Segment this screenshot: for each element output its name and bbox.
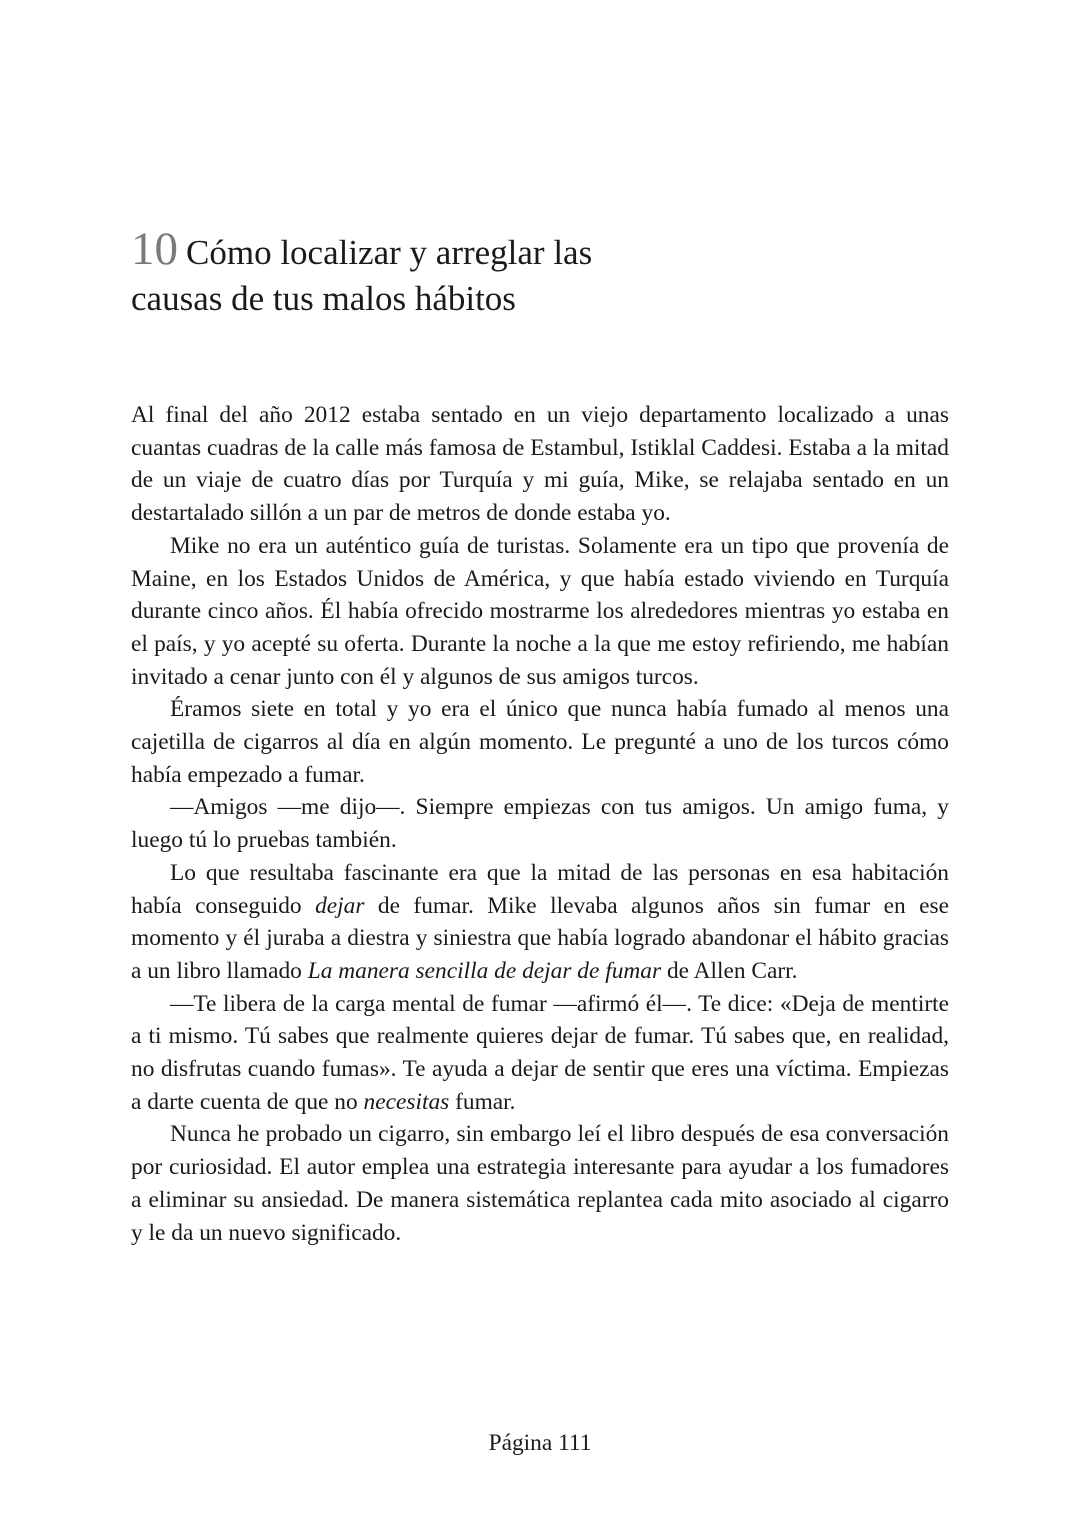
- paragraph-6-part-1: —Te libera de la carga mental de fumar —afirmó él—. Te dice: «Deja de mentirte a ti mismo. Tú sabes que realmente quieres dejar de fumar. Tú sabes que, en realidad, no disfrutas cuando fumas». Te ayuda a dejar de sentir que eres una víctima. Empiezas a darte cuenta de que no: [131, 990, 949, 1115]
- chapter-body: [131, 399, 949, 1249]
- paragraph-4-dialogue: —Amigos —me dijo—. Siempre empiezas con tus amigos. Un amigo fuma, y luego tú lo pruebas también.: [131, 794, 949, 854]
- emphasis-necesitas: necesitas: [363, 1088, 450, 1115]
- chapter-title-line-1: Cómo localizar y arreglar las: [186, 233, 593, 272]
- book-title: La manera sencilla de dejar de fumar: [307, 957, 662, 984]
- paragraph-5: [131, 857, 949, 988]
- chapter-heading: [131, 223, 691, 322]
- paragraph-7: Nunca he probado un cigarro, sin embargo leí el libro después de esa conversación por curiosidad. El autor emplea una estrategia interesante para ayudar a los fumadores a eliminar su ansiedad. De manera sistemática replantea cada mito asociado al cigarro y le da un nuevo significado.: [131, 1121, 949, 1246]
- chapter-title-line-2: causas de tus malos hábitos: [131, 279, 516, 318]
- paragraph-1: Al final del año 2012 estaba sentado en un viejo departamento localizado a unas cuantas cuadras de la calle más famosa de Estambul, Istiklal Caddesi. Estaba a la mitad de un viaje de cuatro días por Turquía y mi guía, Mike, se relajaba sentado en un destartalado sillón a un par de metros de donde estaba yo.: [131, 402, 949, 527]
- paragraph-5-part-3: de Allen Carr.: [661, 957, 798, 984]
- page-number: Página 111: [488, 1430, 592, 1456]
- paragraph-3: Éramos siete en total y yo era el único que nunca había fumado al menos una cajetilla de cigarros al día en algún momento. Le pregunté a uno de los turcos cómo había empezado a fumar.: [131, 696, 949, 788]
- paragraph-5-part-2: de fumar. Mike llevaba algunos años sin fumar en ese momento y él juraba a diestra y siniestra que había logrado abandonar el hábito gracias a un libro llamado: [131, 892, 949, 984]
- emphasis-dejar: dejar: [315, 892, 365, 919]
- paragraph-6-dialogue: [131, 988, 949, 1119]
- paragraph-6-part-2: fumar.: [449, 1088, 516, 1115]
- paragraph-5-part-1: Lo que resultaba fascinante era que la mitad de las personas en esa habitación había conseguido: [131, 859, 949, 919]
- chapter-number: 10: [131, 223, 178, 275]
- paragraph-2: Mike no era un auténtico guía de turistas. Solamente era un tipo que provenía de Maine, en los Estados Unidos de América, y que había estado viviendo en Turquía durante cinco años. Él había ofrecido mostrarme los alrededores mientras yo estaba en el país, y yo acepté su oferta. Durante la noche a la que me estoy refiriendo, me habían invitado a cenar junto con él y algunos de sus amigos turcos.: [131, 532, 949, 690]
